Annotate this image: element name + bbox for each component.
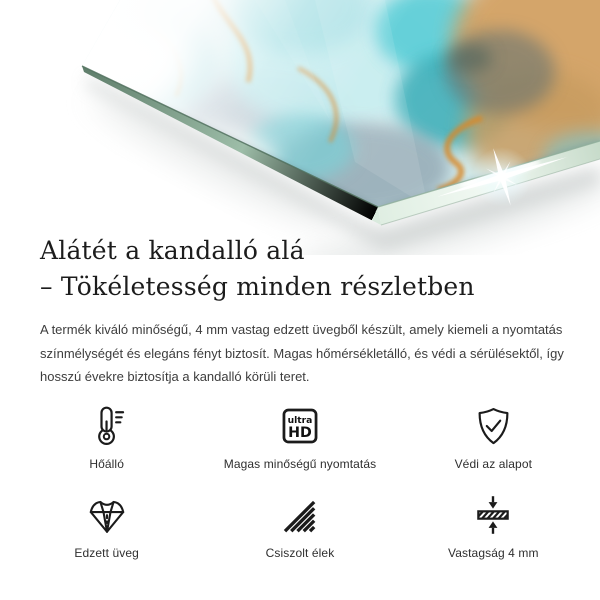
title-line-1: Alátét a kandalló alá bbox=[40, 236, 305, 265]
thermometer-icon bbox=[85, 402, 129, 448]
diamond-icon bbox=[86, 491, 128, 537]
feature-label: Vastagság 4 mm bbox=[448, 546, 539, 560]
feature-tempered-glass bbox=[10, 491, 203, 560]
feature-thickness bbox=[397, 491, 590, 560]
page-title bbox=[40, 233, 570, 305]
polished-edges-icon bbox=[280, 491, 320, 537]
feature-heat-resistant bbox=[10, 402, 203, 471]
feature-label: Edzett üveg bbox=[74, 546, 139, 560]
features-grid bbox=[10, 402, 590, 560]
feature-label: Magas minőségű nyomtatás bbox=[223, 457, 377, 471]
feature-label: Hőálló bbox=[89, 457, 124, 471]
thickness-icon bbox=[471, 491, 515, 537]
glass-panel-illustration bbox=[0, 0, 600, 255]
product-image bbox=[0, 0, 600, 255]
product-description: A termék kiváló minőségű, 4 mm vastag edzett üvegből készült, amely kiemeli a nyomtatás színmélységét és elegáns fényt biztosít. Magas hőmérsékletálló, és védi a sérülésektől, így hosszú évekre biztosítja a kandalló körüli teret. bbox=[40, 322, 564, 384]
content-block bbox=[40, 233, 570, 389]
ultra-hd-icon bbox=[278, 402, 322, 448]
title-line-2: – Tökéletesség minden részletben bbox=[40, 272, 475, 301]
feature-protects-base bbox=[397, 402, 590, 471]
feature-label: Csiszolt élek bbox=[265, 546, 335, 560]
shield-check-icon bbox=[472, 402, 515, 448]
feature-label: Védi az alapot bbox=[454, 457, 533, 471]
feature-polished-edges bbox=[203, 491, 396, 560]
ultra-hd-text-bottom: HD bbox=[288, 425, 312, 441]
feature-print-quality bbox=[203, 402, 396, 471]
ultra-hd-text-top: ultra bbox=[287, 414, 313, 426]
